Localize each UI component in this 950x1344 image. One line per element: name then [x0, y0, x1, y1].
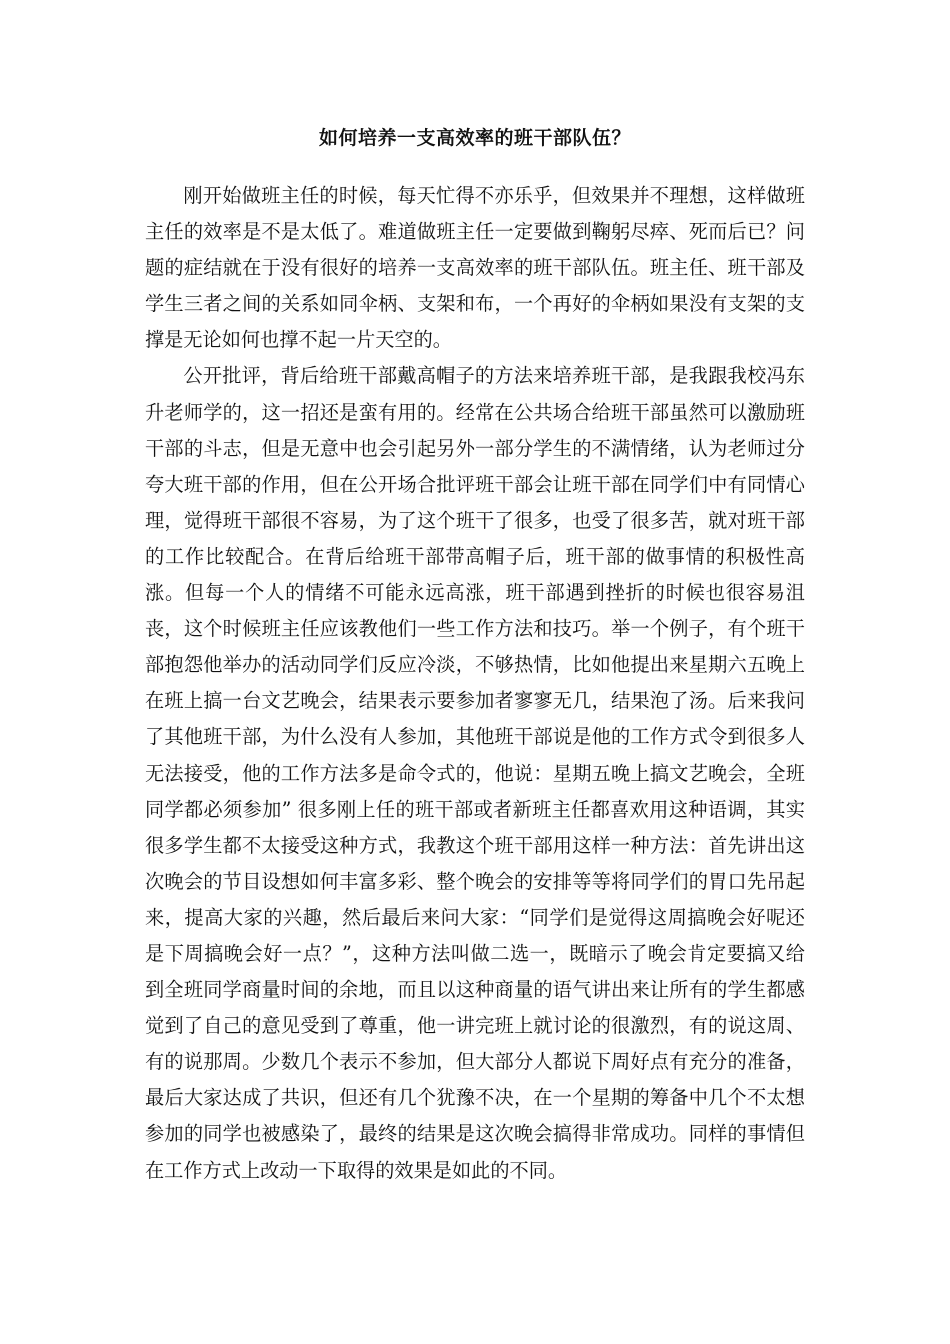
- document-title: 如何培养一支高效率的班干部队伍？: [318, 127, 631, 149]
- paragraph-method: 公开批评，背后给班干部戴高帽子的方法来培养班干部，是我跟我校冯东升老师学的，这一招还是蛮有用的。经常在公共场合给班干部虽然可以激励班干部的斗志，但是无意中也会引起另外一部分学生的不满情绪，认为老师过分夸大班干部的作用，但在公开场合批评班干部会让班干部在同学们中有同情心理，觉得班干部很不容易，为了这个班干了很多，也受了很多苦，就对班干部的工作比较配合。在背后给班干部带高帽子后，班干部的做事情的积极性高涨。但每一个人的情绪不可能永远高涨，班干部遇到挫折的时候也很容易沮丧，这个时候班主任应该教他们一些工作方法和技巧。举一个例子，有个班干部抱怨他举办的活动同学们反应冷淡，不够热情，比如他提出来星期六五晚上在班上搞一台文艺晚会，结果表示要参加者寥寥无几，结果泡了汤。后来我问了其他班干部，为什么没有人参加，其他班干部说是他的工作方式令到很多人无法接受，他的工作方法多是命令式的，他说：星期五晚上搞文艺晚会，全班同学都必须参加” 很多刚上任的班干部或者新班主任都喜欢用这种语调，其实很多学生都不太接受这种方式，我教这个班干部用这样一种方法：首先讲出这次晚会的节目设想如何丰富多彩、整个晚会的安排等等将同学们的胃口先吊起来，提高大家的兴趣，然后最后来问大家：“同学们是觉得这周搞晚会好呢还是下周搞晚会好一点？”，这种方法叫做二选一，既暗示了晚会肯定要搞又给到全班同学商量时间的余地，而且以这种商量的语气讲出来让所有的学生都感觉到了自己的意见受到了尊重，他一讲完班上就讨论的很激烈，有的说这周、有的说那周。少数几个表示不参加，但大部分人都说下周好点有充分的准备，最后大家达成了共识，但还有几个犹豫不决，在一个星期的筹备中几个不太想参加的同学也被感染了，最终的结果是这次晚会搞得非常成功。同样的事情但在工作方式上改动一下取得的效果是如此的不同。: [145, 364, 805, 1182]
- document-body: [145, 178, 805, 1189]
- paragraph-intro: 刚开始做班主任的时候，每天忙得不亦乐乎，但效果并不理想，这样做班主任的效率是不是太低了。难道做班主任一定要做到鞠躬尽瘁、死而后已？问题的症结就在于没有很好的培养一支高效率的班干部队伍。班主任、班干部及学生三者之间的关系如同伞柄、支架和布，一个再好的伞柄如果没有支架的支撑是无论如何也撑不起一片天空的。: [145, 184, 805, 352]
